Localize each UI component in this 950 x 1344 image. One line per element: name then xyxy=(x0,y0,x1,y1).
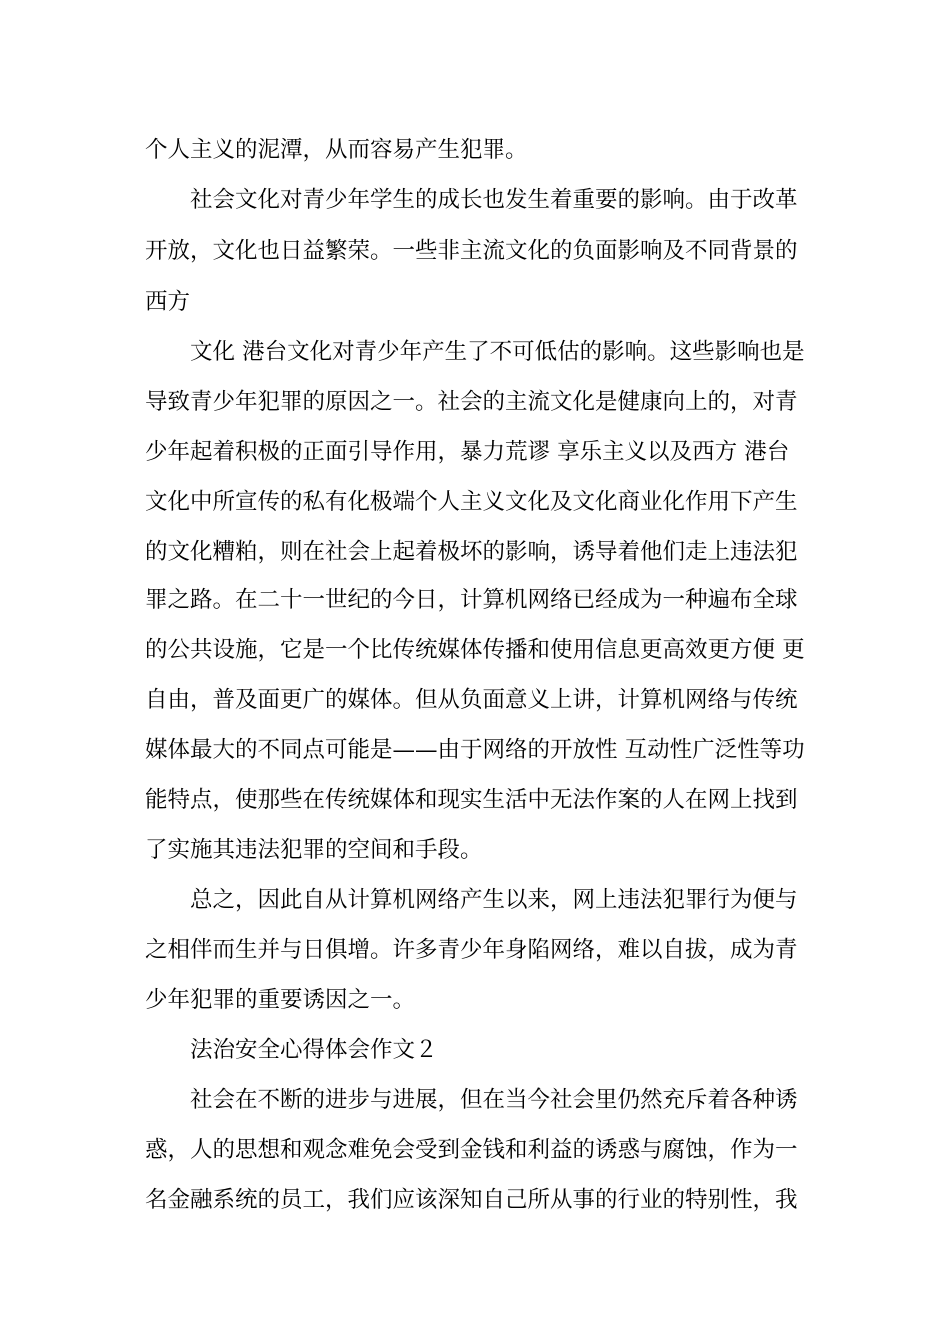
text-line: 的文化糟粕，则在社会上起着极坏的影响，诱导着他们走上违法犯 xyxy=(145,539,798,565)
section-heading: 法治安全心得体会作文２ xyxy=(190,1037,438,1063)
text-line: 社会在不断的进步与进展，但在当今社会里仍然充斥着各种诱 xyxy=(190,1087,798,1113)
text-line: 少年犯罪的重要诱因之一。 xyxy=(145,987,416,1013)
text-line: 罪之路。在二十一世纪的今日，计算机网络已经成为一种遍布全球 xyxy=(145,587,798,613)
text-line: 西方 xyxy=(145,289,191,315)
text-line: 个人主义的泥潭，从而容易产生犯罪。 xyxy=(145,137,528,163)
text-line: 能特点，使那些在传统媒体和现实生活中无法作案的人在网上找到 xyxy=(145,787,798,813)
text-line: 媒体最大的不同点可能是——由于网络的开放性 互动性广泛性等功 xyxy=(145,737,805,763)
text-line: 之相伴而生并与日俱增。许多青少年身陷网络，难以自拔，成为青 xyxy=(145,937,798,963)
text-line: 自由，普及面更广的媒体。但从负面意义上讲，计算机网络与传统 xyxy=(145,687,798,713)
text-line: 名金融系统的员工，我们应该深知自己所从事的行业的特别性，我 xyxy=(145,1187,798,1213)
text-line: 惑，人的思想和观念难免会受到金钱和利益的诱惑与腐蚀，作为一 xyxy=(145,1137,798,1163)
text-line: 文化 港台文化对青少年产生了不可低估的影响。这些影响也是 xyxy=(190,339,805,365)
text-line: 的公共设施，它是一个比传统媒体传播和使用信息更高效更方便 更 xyxy=(145,637,805,663)
text-line: 文化中所宣传的私有化极端个人主义文化及文化商业化作用下产生 xyxy=(145,489,798,515)
text-line: 社会文化对青少年学生的成长也发生着重要的影响。由于改革 xyxy=(190,187,798,213)
text-line: 总之，因此自从计算机网络产生以来，网上违法犯罪行为便与 xyxy=(190,887,798,913)
text-line: 导致青少年犯罪的原因之一。社会的主流文化是健康向上的，对青 xyxy=(145,389,798,415)
text-line: 少年起着积极的正面引导作用，暴力荒谬 享乐主义以及西方 港台 xyxy=(145,439,790,465)
text-line: 了实施其违法犯罪的空间和手段。 xyxy=(145,837,483,863)
text-line: 开放，文化也日益繁荣。一些非主流文化的负面影响及不同背景的 xyxy=(145,238,798,264)
